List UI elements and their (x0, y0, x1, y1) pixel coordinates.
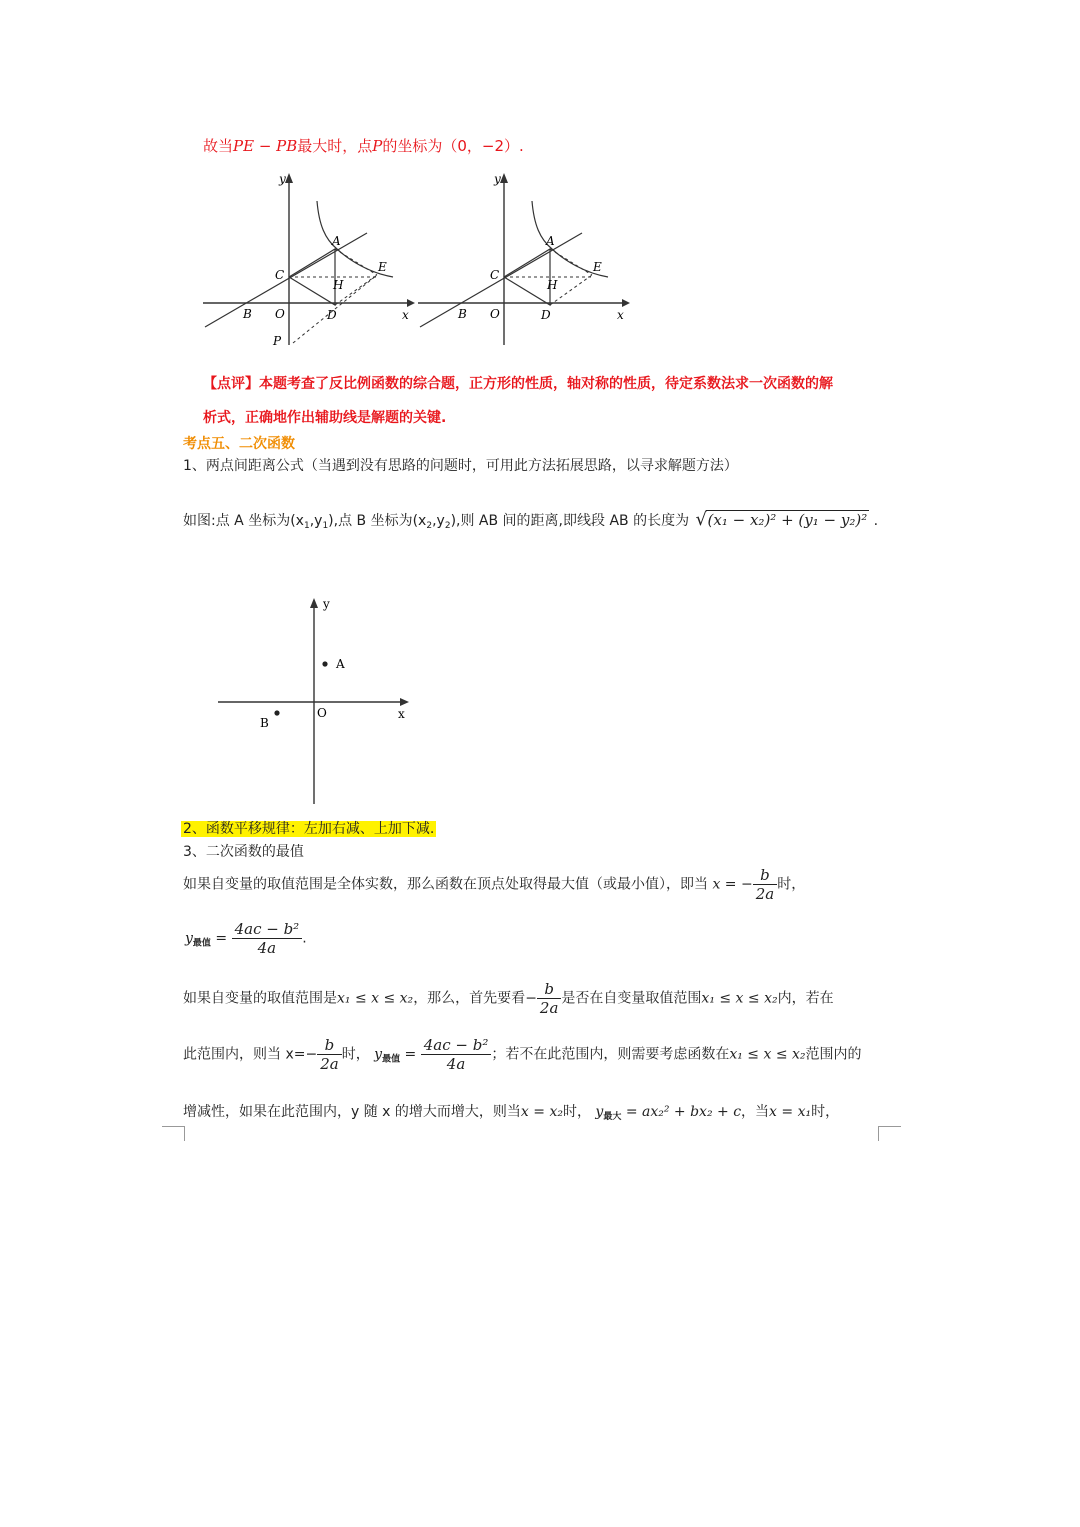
para1-frac2-num: 4ac − b² (232, 920, 303, 939)
conclusion-point: P (372, 137, 383, 155)
para1-fraction-2 (232, 920, 303, 957)
para3-y-sub: 最值 (382, 1054, 401, 1065)
conclusion-prefix: 故当 (203, 137, 234, 155)
fig2-label-c: C (490, 268, 500, 282)
item-1: 1、两点间距离公式（当遇到没有思路的问题时，可用此方法拓展思路，以寻求解题方法） (183, 458, 738, 474)
fig1-label-o: O (275, 307, 285, 321)
para2-range-2: x₁ ≤ x ≤ x₂ (701, 990, 778, 1007)
para3-text4: 范围内的 (805, 1046, 862, 1063)
fig1-label-x: x (402, 308, 409, 322)
conclusion-middle: 最大时，点 (297, 137, 373, 155)
distance-sub-1: 1 (303, 521, 310, 531)
fig1-label-h: H (333, 278, 344, 292)
figure-1-diagram (195, 165, 420, 355)
distance-formula (696, 511, 870, 529)
conclusion-expr: PE − PB (233, 137, 298, 155)
para-4 (183, 1101, 839, 1122)
fig3-label-o: O (317, 706, 327, 720)
conclusion-suffix: 的坐标为（0，−2）. (382, 137, 524, 155)
distance-period: . (873, 513, 879, 529)
para2-frac-num: b (537, 980, 562, 999)
para2-range: x₁ ≤ x ≤ x₂ (337, 990, 414, 1007)
para4-y-label: y (595, 1104, 604, 1120)
para3-frac2-den: 4a (446, 1055, 466, 1073)
item-2-text: 2、函数平移规律：左加右减、上加下减. (183, 821, 435, 837)
para3-text1: 此范围内，则当 x=− (183, 1046, 318, 1063)
para2-fraction (537, 980, 562, 1017)
para1-eq: = (215, 930, 228, 947)
fig2-label-y: y (494, 172, 501, 186)
para1-text: 如果自变量的取值范围是全体实数，那么函数在顶点处取得最大值（或最小值），即当 (183, 876, 708, 893)
para-1-line-1 (183, 866, 805, 903)
para2-text1: 如果自变量的取值范围是 (183, 990, 337, 1007)
fig3-label-x: x (398, 707, 405, 721)
point-a-marker (322, 661, 327, 666)
crop-mark-right (878, 1126, 901, 1141)
para3-fraction-2 (421, 1036, 492, 1073)
para3-y-label: y (374, 1046, 383, 1063)
fig1-label-b: B (243, 307, 252, 321)
fig2-label-b: B (458, 307, 467, 321)
sqrt-icon: √ (695, 509, 708, 530)
distance-sub-4: 2 (444, 521, 451, 531)
para-2 (183, 980, 834, 1017)
fig1-label-d: D (327, 308, 337, 322)
section-title: 考点五、二次函数 (183, 436, 295, 452)
fig3-label-a: A (336, 657, 345, 671)
para2-text4: 内，若在 (777, 990, 834, 1007)
para3-eq: = (404, 1046, 417, 1063)
para-1-line-2 (185, 920, 307, 957)
fig1-label-y: y (279, 172, 286, 186)
para4-text1: 增减性，如果在此范围内，y 随 x 的增大而增大，则当 (183, 1104, 521, 1120)
fig2-label-d: D (541, 308, 551, 322)
para3-text3: ；若不在此范围内，则需要考虑函数在 (491, 1046, 730, 1063)
comment-line-2: 析式，正确地作出辅助线是解题的关键. (203, 410, 447, 426)
item-2 (181, 818, 436, 838)
fig1-label-p: P (273, 334, 282, 348)
distance-text-a: 如图:点 A 坐标为(x (183, 513, 304, 529)
para1-after: 时， (777, 876, 806, 893)
distance-text-d: ,y (432, 513, 445, 529)
para4-y-sub: 最大 (603, 1112, 622, 1122)
fig2-label-a: A (546, 234, 555, 248)
fig2-label-o: O (490, 307, 500, 321)
fig1-label-c: C (275, 268, 285, 282)
para1-fraction (753, 866, 778, 903)
distance-sub-2: 1 (322, 521, 329, 531)
para3-frac-den: 2a (320, 1055, 339, 1073)
para2-minus: − (525, 990, 537, 1007)
conclusion-line (203, 135, 524, 156)
para4-cond1: x = x₂ (520, 1104, 563, 1120)
para1-period: . (302, 930, 307, 947)
para-3 (183, 1036, 862, 1073)
comment-tag: 【点评】 (203, 376, 259, 392)
para4-text3: ，当 (741, 1104, 770, 1120)
fig1-label-a: A (332, 234, 341, 248)
fig2-label-h: H (547, 278, 558, 292)
para1-y-sub: 最值 (192, 938, 211, 949)
para2-text3: 是否在自变量取值范围 (561, 990, 702, 1007)
comment-text-1: 本题考查了反比例函数的综合题，正方形的性质，轴对称的性质，待定系数法求一次函数的解 (259, 376, 833, 392)
para1-x-eq: x = − (712, 876, 753, 893)
comment-line-1 (203, 373, 833, 393)
para3-range: x₁ ≤ x ≤ x₂ (729, 1046, 806, 1063)
figure-3-diagram (210, 590, 420, 810)
crop-mark-left (162, 1126, 185, 1141)
para4-expr: = ax₂² + bx₂ + c (625, 1104, 742, 1120)
para4-text2: 时， (562, 1104, 591, 1120)
item-3: 3、二次函数的最值 (183, 844, 304, 860)
distance-line (183, 510, 878, 531)
distance-text-e: ),则 AB 间的距离,即线段 AB 的长度为 (450, 513, 690, 529)
para1-frac-num: b (753, 866, 778, 885)
fig2-label-e: E (593, 260, 602, 274)
para1-y-label: y (185, 930, 193, 947)
para3-frac2-num: 4ac − b² (421, 1036, 492, 1055)
point-b-marker (274, 710, 279, 715)
distance-text-c: ),点 B 坐标为(x (328, 513, 427, 529)
fig3-label-b: B (260, 716, 269, 730)
para4-cond2: x = x₁ (769, 1104, 812, 1120)
fig3-label-y: y (323, 597, 330, 611)
para3-text2: 时， (341, 1046, 370, 1063)
para2-frac-den: 2a (539, 999, 559, 1017)
para2-text2: ，那么，首先要看 (413, 990, 526, 1007)
para3-frac-num: b (317, 1036, 342, 1055)
para1-frac-den: 2a (755, 885, 775, 903)
figure-2-diagram (410, 165, 635, 355)
para3-fraction (317, 1036, 342, 1073)
distance-radicand: (x₁ − x₂)² + (y₁ − y₂)² (707, 511, 868, 529)
distance-sub-3: 2 (426, 521, 433, 531)
distance-text-b: ,y (309, 513, 323, 529)
fig2-label-x: x (617, 308, 624, 322)
fig1-label-e: E (378, 260, 387, 274)
para1-frac2-den: 4a (257, 939, 277, 957)
para4-text4: 时， (811, 1104, 840, 1120)
